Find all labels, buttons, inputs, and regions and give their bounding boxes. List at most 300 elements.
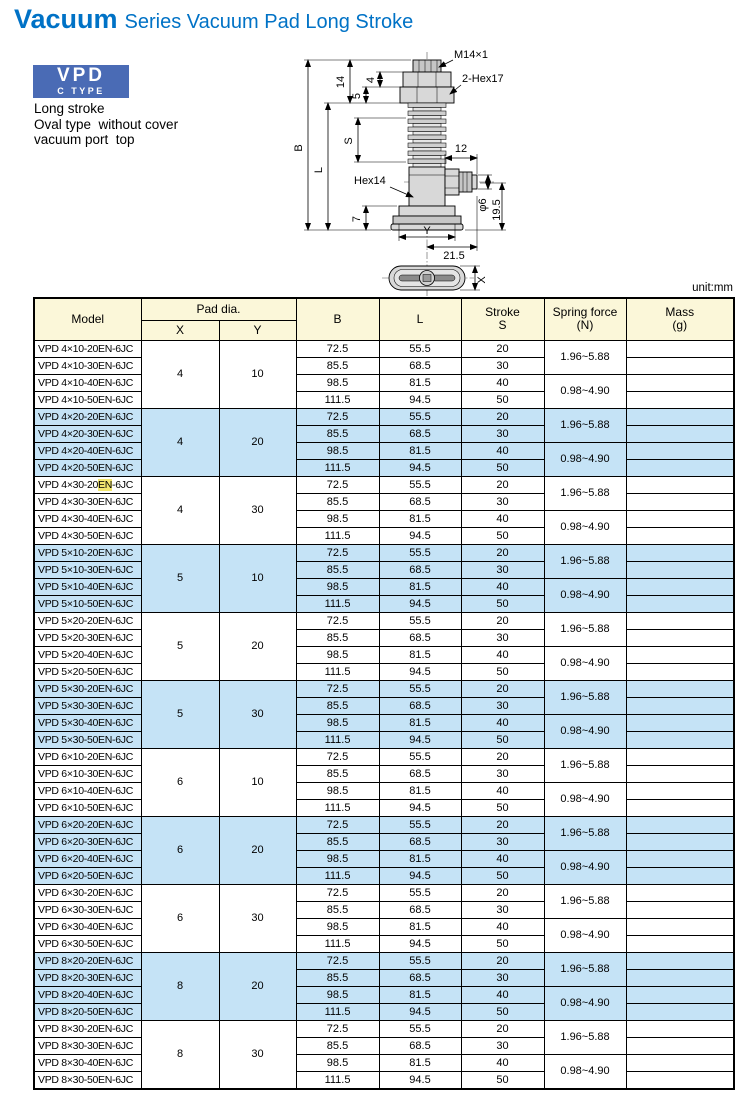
model-cell: VPD 4×30-30EN-6JC <box>34 493 141 510</box>
b-cell: 72.5 <box>296 680 379 697</box>
spring-force-cell: 1.96~5.88 <box>544 476 626 510</box>
b-cell: 98.5 <box>296 1054 379 1071</box>
col-header-mass-line1: Mass <box>665 305 695 320</box>
l-cell: 55.5 <box>379 952 461 969</box>
col-header-stroke-line1: Stroke <box>485 305 520 320</box>
l-cell: 68.5 <box>379 425 461 442</box>
stroke-cell: 30 <box>461 425 544 442</box>
mass-cell <box>626 1003 734 1020</box>
stroke-cell: 30 <box>461 901 544 918</box>
col-header-pad-dia: Pad dia. <box>141 298 296 320</box>
l-cell: 68.5 <box>379 629 461 646</box>
l-cell: 94.5 <box>379 935 461 952</box>
b-cell: 72.5 <box>296 612 379 629</box>
mass-cell <box>626 867 734 884</box>
table-row <box>34 935 734 952</box>
model-cell: VPD 4×10-50EN-6JC <box>34 391 141 408</box>
mass-cell <box>626 765 734 782</box>
model-cell: VPD 6×10-20EN-6JC <box>34 748 141 765</box>
stroke-cell: 20 <box>461 612 544 629</box>
table-row <box>34 374 734 391</box>
col-header-y: Y <box>219 320 296 340</box>
mass-cell <box>626 969 734 986</box>
mass-cell <box>626 442 734 459</box>
b-cell: 111.5 <box>296 799 379 816</box>
table-row <box>34 1020 734 1037</box>
spring-force-cell: 0.98~4.90 <box>544 782 626 816</box>
mass-cell <box>626 731 734 748</box>
model-cell: VPD 8×30-40EN-6JC <box>34 1054 141 1071</box>
description-line: vacuum port top <box>34 132 135 147</box>
stroke-cell: 50 <box>461 459 544 476</box>
b-cell: 85.5 <box>296 697 379 714</box>
hex-nut-lower <box>400 87 454 103</box>
model-cell: VPD 5×10-40EN-6JC <box>34 578 141 595</box>
l-cell: 55.5 <box>379 1020 461 1037</box>
l-cell: 81.5 <box>379 510 461 527</box>
l-cell: 55.5 <box>379 748 461 765</box>
model-cell: VPD 4×30-50EN-6JC <box>34 527 141 544</box>
stroke-cell: 50 <box>461 867 544 884</box>
b-cell: 72.5 <box>296 544 379 561</box>
model-cell: VPD 5×20-30EN-6JC <box>34 629 141 646</box>
table-row <box>34 663 734 680</box>
mass-cell <box>626 527 734 544</box>
model-cell: VPD 6×20-30EN-6JC <box>34 833 141 850</box>
model-cell: VPD 6×30-50EN-6JC <box>34 935 141 952</box>
model-cell: VPD 8×20-50EN-6JC <box>34 1003 141 1020</box>
spring-force-cell: 1.96~5.88 <box>544 748 626 782</box>
l-cell: 81.5 <box>379 578 461 595</box>
stroke-cell: 30 <box>461 833 544 850</box>
table-row <box>34 731 734 748</box>
page-title-main: Vacuum <box>14 4 118 34</box>
model-cell: VPD 5×30-40EN-6JC <box>34 714 141 731</box>
b-cell: 85.5 <box>296 833 379 850</box>
model-cell: VPD 4×10-30EN-6JC <box>34 357 141 374</box>
b-cell: 85.5 <box>296 901 379 918</box>
mass-cell <box>626 680 734 697</box>
b-cell: 111.5 <box>296 867 379 884</box>
mass-cell <box>626 493 734 510</box>
b-cell: 85.5 <box>296 765 379 782</box>
b-cell: 85.5 <box>296 969 379 986</box>
col-header-spring-line1: Spring force <box>552 305 618 320</box>
col-header-b: B <box>296 298 379 340</box>
highlighted-text: EN <box>98 478 113 491</box>
spring-force-cell: 0.98~4.90 <box>544 850 626 884</box>
table-row <box>34 493 734 510</box>
pad-y-cell: 20 <box>219 952 296 1020</box>
b-cell: 72.5 <box>296 476 379 493</box>
spring-force-cell: 0.98~4.90 <box>544 1054 626 1089</box>
spring-force-cell: 1.96~5.88 <box>544 1020 626 1054</box>
l-cell: 81.5 <box>379 1054 461 1071</box>
model-cell: VPD 4×30-20EN-6JC <box>34 476 141 493</box>
table-row <box>34 765 734 782</box>
dim-label-phi6: φ6 <box>477 198 489 212</box>
dim-label-5: 5 <box>351 92 363 100</box>
stroke-cell: 30 <box>461 1037 544 1054</box>
pad-x-cell: 4 <box>141 408 219 476</box>
mass-cell <box>626 986 734 1003</box>
mass-cell <box>626 663 734 680</box>
hex17-label: 2-Hex17 <box>462 73 504 85</box>
stroke-cell: 20 <box>461 680 544 697</box>
mass-cell <box>626 884 734 901</box>
stroke-cell: 40 <box>461 1054 544 1071</box>
col-header-spring-force <box>544 298 626 340</box>
table-row <box>34 850 734 867</box>
pad-x-cell: 4 <box>141 340 219 408</box>
table-row <box>34 629 734 646</box>
spring-force-cell: 1.96~5.88 <box>544 612 626 646</box>
mass-cell <box>626 1054 734 1071</box>
spring-bellows <box>408 103 446 167</box>
stroke-cell: 40 <box>461 578 544 595</box>
b-cell: 98.5 <box>296 510 379 527</box>
model-cell: VPD 5×30-20EN-6JC <box>34 680 141 697</box>
l-cell: 81.5 <box>379 986 461 1003</box>
l-cell: 94.5 <box>379 527 461 544</box>
table-row <box>34 680 734 697</box>
table-row <box>34 561 734 578</box>
table-row <box>34 476 734 493</box>
spring-force-cell: 0.98~4.90 <box>544 646 626 680</box>
l-cell: 68.5 <box>379 357 461 374</box>
table-row <box>34 884 734 901</box>
l-cell: 81.5 <box>379 646 461 663</box>
dim-label-s: S <box>343 137 355 145</box>
mass-cell <box>626 952 734 969</box>
stroke-cell: 40 <box>461 442 544 459</box>
l-cell: 94.5 <box>379 799 461 816</box>
mass-cell <box>626 748 734 765</box>
page-title-sub: Series Vacuum Pad Long Stroke <box>124 11 414 33</box>
b-cell: 111.5 <box>296 527 379 544</box>
l-cell: 68.5 <box>379 765 461 782</box>
b-cell: 111.5 <box>296 935 379 952</box>
spring-force-cell: 1.96~5.88 <box>544 340 626 374</box>
table-row <box>34 1037 734 1054</box>
pad-x-cell: 6 <box>141 816 219 884</box>
table-row <box>34 527 734 544</box>
model-cell: VPD 8×20-40EN-6JC <box>34 986 141 1003</box>
pad-x-cell: 5 <box>141 544 219 612</box>
pad-x-cell: 5 <box>141 612 219 680</box>
stroke-cell: 40 <box>461 510 544 527</box>
model-cell: VPD 5×20-40EN-6JC <box>34 646 141 663</box>
series-badge-type: C TYPE <box>57 86 105 96</box>
stroke-cell: 50 <box>461 663 544 680</box>
pad-y-cell: 20 <box>219 816 296 884</box>
mass-cell <box>626 833 734 850</box>
spec-table-body <box>34 340 734 1089</box>
stroke-cell: 50 <box>461 935 544 952</box>
hex14-label: Hex14 <box>354 175 386 187</box>
pad-y-cell: 10 <box>219 748 296 816</box>
model-cell: VPD 5×30-30EN-6JC <box>34 697 141 714</box>
thread-label: M14×1 <box>454 49 488 61</box>
l-cell: 81.5 <box>379 918 461 935</box>
mass-cell <box>626 1037 734 1054</box>
l-cell: 94.5 <box>379 663 461 680</box>
model-cell: VPD 5×10-30EN-6JC <box>34 561 141 578</box>
b-cell: 111.5 <box>296 1003 379 1020</box>
stroke-cell: 50 <box>461 799 544 816</box>
model-cell: VPD 6×20-50EN-6JC <box>34 867 141 884</box>
table-row <box>34 459 734 476</box>
b-cell: 98.5 <box>296 442 379 459</box>
stroke-cell: 40 <box>461 782 544 799</box>
hex-nut-upper <box>403 72 451 87</box>
table-row <box>34 782 734 799</box>
mass-cell <box>626 459 734 476</box>
l-cell: 94.5 <box>379 459 461 476</box>
l-cell: 55.5 <box>379 408 461 425</box>
l-cell: 68.5 <box>379 901 461 918</box>
stroke-cell: 40 <box>461 986 544 1003</box>
l-cell: 68.5 <box>379 969 461 986</box>
l-cell: 55.5 <box>379 544 461 561</box>
table-row <box>34 748 734 765</box>
table-row <box>34 578 734 595</box>
stroke-cell: 20 <box>461 816 544 833</box>
mass-cell <box>626 476 734 493</box>
b-cell: 72.5 <box>296 1020 379 1037</box>
pad-y-cell: 20 <box>219 408 296 476</box>
b-cell: 98.5 <box>296 918 379 935</box>
model-cell: VPD 5×20-50EN-6JC <box>34 663 141 680</box>
l-cell: 94.5 <box>379 1071 461 1089</box>
spring-force-cell: 0.98~4.90 <box>544 578 626 612</box>
spring-force-cell: 1.96~5.88 <box>544 408 626 442</box>
spring-force-cell: 0.98~4.90 <box>544 374 626 408</box>
mass-cell <box>626 901 734 918</box>
mass-cell <box>626 935 734 952</box>
dim-label-b: B <box>293 144 305 152</box>
dim-label-7: 7 <box>351 215 363 223</box>
model-cell: VPD 8×20-20EN-6JC <box>34 952 141 969</box>
model-cell: VPD 4×20-50EN-6JC <box>34 459 141 476</box>
stroke-cell: 20 <box>461 544 544 561</box>
model-cell: VPD 5×10-20EN-6JC <box>34 544 141 561</box>
l-cell: 68.5 <box>379 561 461 578</box>
b-cell: 98.5 <box>296 374 379 391</box>
table-row <box>34 969 734 986</box>
b-cell: 98.5 <box>296 986 379 1003</box>
pad-y-cell: 30 <box>219 884 296 952</box>
spec-table <box>33 297 735 1090</box>
stroke-cell: 20 <box>461 340 544 357</box>
model-cell: VPD 6×10-50EN-6JC <box>34 799 141 816</box>
table-row <box>34 918 734 935</box>
stroke-cell: 50 <box>461 595 544 612</box>
table-row <box>34 1054 734 1071</box>
table-row <box>34 697 734 714</box>
l-cell: 94.5 <box>379 595 461 612</box>
mass-cell <box>626 1020 734 1037</box>
stroke-cell: 50 <box>461 527 544 544</box>
page-title <box>14 4 413 35</box>
stroke-cell: 20 <box>461 884 544 901</box>
stroke-cell: 30 <box>461 493 544 510</box>
b-cell: 98.5 <box>296 850 379 867</box>
l-cell: 68.5 <box>379 697 461 714</box>
model-cell: VPD 6×20-20EN-6JC <box>34 816 141 833</box>
l-cell: 81.5 <box>379 442 461 459</box>
mass-cell <box>626 595 734 612</box>
l-cell: 68.5 <box>379 833 461 850</box>
model-cell: VPD 4×10-20EN-6JC <box>34 340 141 357</box>
stroke-cell: 30 <box>461 357 544 374</box>
pad-y-cell: 10 <box>219 544 296 612</box>
model-cell: VPD 8×20-30EN-6JC <box>34 969 141 986</box>
model-cell: VPD 6×10-40EN-6JC <box>34 782 141 799</box>
mass-cell <box>626 629 734 646</box>
model-cell: VPD 4×20-20EN-6JC <box>34 408 141 425</box>
l-cell: 81.5 <box>379 714 461 731</box>
b-cell: 85.5 <box>296 629 379 646</box>
description-line: Long stroke <box>34 101 105 116</box>
b-cell: 85.5 <box>296 493 379 510</box>
stroke-cell: 50 <box>461 731 544 748</box>
l-cell: 94.5 <box>379 731 461 748</box>
mass-cell <box>626 697 734 714</box>
mass-cell <box>626 816 734 833</box>
b-cell: 98.5 <box>296 782 379 799</box>
description-line: Oval type without cover <box>34 116 179 132</box>
mass-cell <box>626 714 734 731</box>
mass-cell <box>626 544 734 561</box>
l-cell: 94.5 <box>379 867 461 884</box>
mass-cell <box>626 425 734 442</box>
pad-x-cell: 4 <box>141 476 219 544</box>
l-cell: 55.5 <box>379 680 461 697</box>
table-row <box>34 799 734 816</box>
table-row <box>34 714 734 731</box>
stroke-cell: 40 <box>461 374 544 391</box>
table-row <box>34 986 734 1003</box>
table-row <box>34 544 734 561</box>
table-row <box>34 1003 734 1020</box>
stroke-cell: 40 <box>461 918 544 935</box>
pad-x-cell: 8 <box>141 1020 219 1089</box>
l-cell: 55.5 <box>379 816 461 833</box>
stroke-cell: 50 <box>461 1071 544 1089</box>
mass-cell <box>626 374 734 391</box>
spring-force-cell: 0.98~4.90 <box>544 986 626 1020</box>
stroke-cell: 20 <box>461 748 544 765</box>
pad-x-cell: 6 <box>141 884 219 952</box>
col-header-spring-line2: (N) <box>576 318 594 333</box>
b-cell: 98.5 <box>296 714 379 731</box>
spring-force-cell: 0.98~4.90 <box>544 714 626 748</box>
mass-cell <box>626 850 734 867</box>
mass-cell <box>626 578 734 595</box>
stroke-cell: 50 <box>461 1003 544 1020</box>
mass-cell <box>626 799 734 816</box>
series-badge-code: VPD <box>56 65 106 86</box>
dim-label-x: X <box>476 276 488 284</box>
b-cell: 111.5 <box>296 731 379 748</box>
mass-cell <box>626 1071 734 1089</box>
stroke-cell: 20 <box>461 1020 544 1037</box>
b-cell: 85.5 <box>296 357 379 374</box>
model-cell: VPD 6×20-40EN-6JC <box>34 850 141 867</box>
spring-force-cell: 1.96~5.88 <box>544 544 626 578</box>
b-cell: 111.5 <box>296 391 379 408</box>
series-badge <box>33 65 129 98</box>
col-header-stroke-line2: S <box>498 318 507 333</box>
table-row <box>34 901 734 918</box>
mass-cell <box>626 918 734 935</box>
spring-force-cell: 1.96~5.88 <box>544 884 626 918</box>
model-cell: VPD 4×30-40EN-6JC <box>34 510 141 527</box>
l-cell: 94.5 <box>379 1003 461 1020</box>
mass-cell <box>626 561 734 578</box>
table-row <box>34 816 734 833</box>
l-cell: 81.5 <box>379 782 461 799</box>
model-cell: VPD 8×30-30EN-6JC <box>34 1037 141 1054</box>
table-row <box>34 867 734 884</box>
stroke-cell: 30 <box>461 969 544 986</box>
dim-label-21-5: 21.5 <box>443 250 465 262</box>
pad-y-cell: 10 <box>219 340 296 408</box>
b-cell: 111.5 <box>296 595 379 612</box>
stroke-cell: 20 <box>461 476 544 493</box>
table-row <box>34 1071 734 1089</box>
model-cell: VPD 6×10-30EN-6JC <box>34 765 141 782</box>
b-cell: 72.5 <box>296 952 379 969</box>
b-cell: 72.5 <box>296 340 379 357</box>
model-cell: VPD 4×20-30EN-6JC <box>34 425 141 442</box>
b-cell: 111.5 <box>296 663 379 680</box>
l-cell: 94.5 <box>379 391 461 408</box>
model-cell: VPD 6×30-30EN-6JC <box>34 901 141 918</box>
b-cell: 85.5 <box>296 561 379 578</box>
dim-label-l: L <box>313 166 325 174</box>
model-cell: VPD 8×30-20EN-6JC <box>34 1020 141 1037</box>
body-hex <box>409 167 445 206</box>
spring-force-cell: 1.96~5.88 <box>544 816 626 850</box>
l-cell: 55.5 <box>379 476 461 493</box>
table-row <box>34 612 734 629</box>
spring-force-cell: 1.96~5.88 <box>544 680 626 714</box>
spring-force-cell: 1.96~5.88 <box>544 952 626 986</box>
col-header-mass-line2: (g) <box>672 318 688 333</box>
col-header-l: L <box>379 298 461 340</box>
table-row <box>34 646 734 663</box>
pad-y-cell: 30 <box>219 1020 296 1089</box>
mass-cell <box>626 510 734 527</box>
l-cell: 81.5 <box>379 850 461 867</box>
b-cell: 72.5 <box>296 816 379 833</box>
mass-cell <box>626 646 734 663</box>
col-header-stroke <box>461 298 544 340</box>
mass-cell <box>626 340 734 357</box>
b-cell: 111.5 <box>296 459 379 476</box>
model-cell: VPD 5×10-50EN-6JC <box>34 595 141 612</box>
dim-label-14: 14 <box>335 75 347 89</box>
b-cell: 72.5 <box>296 884 379 901</box>
table-row <box>34 833 734 850</box>
pad-y-cell: 30 <box>219 680 296 748</box>
mass-cell <box>626 782 734 799</box>
b-cell: 111.5 <box>296 1071 379 1089</box>
table-row <box>34 595 734 612</box>
dim-label-19-5: 19.5 <box>491 199 503 221</box>
